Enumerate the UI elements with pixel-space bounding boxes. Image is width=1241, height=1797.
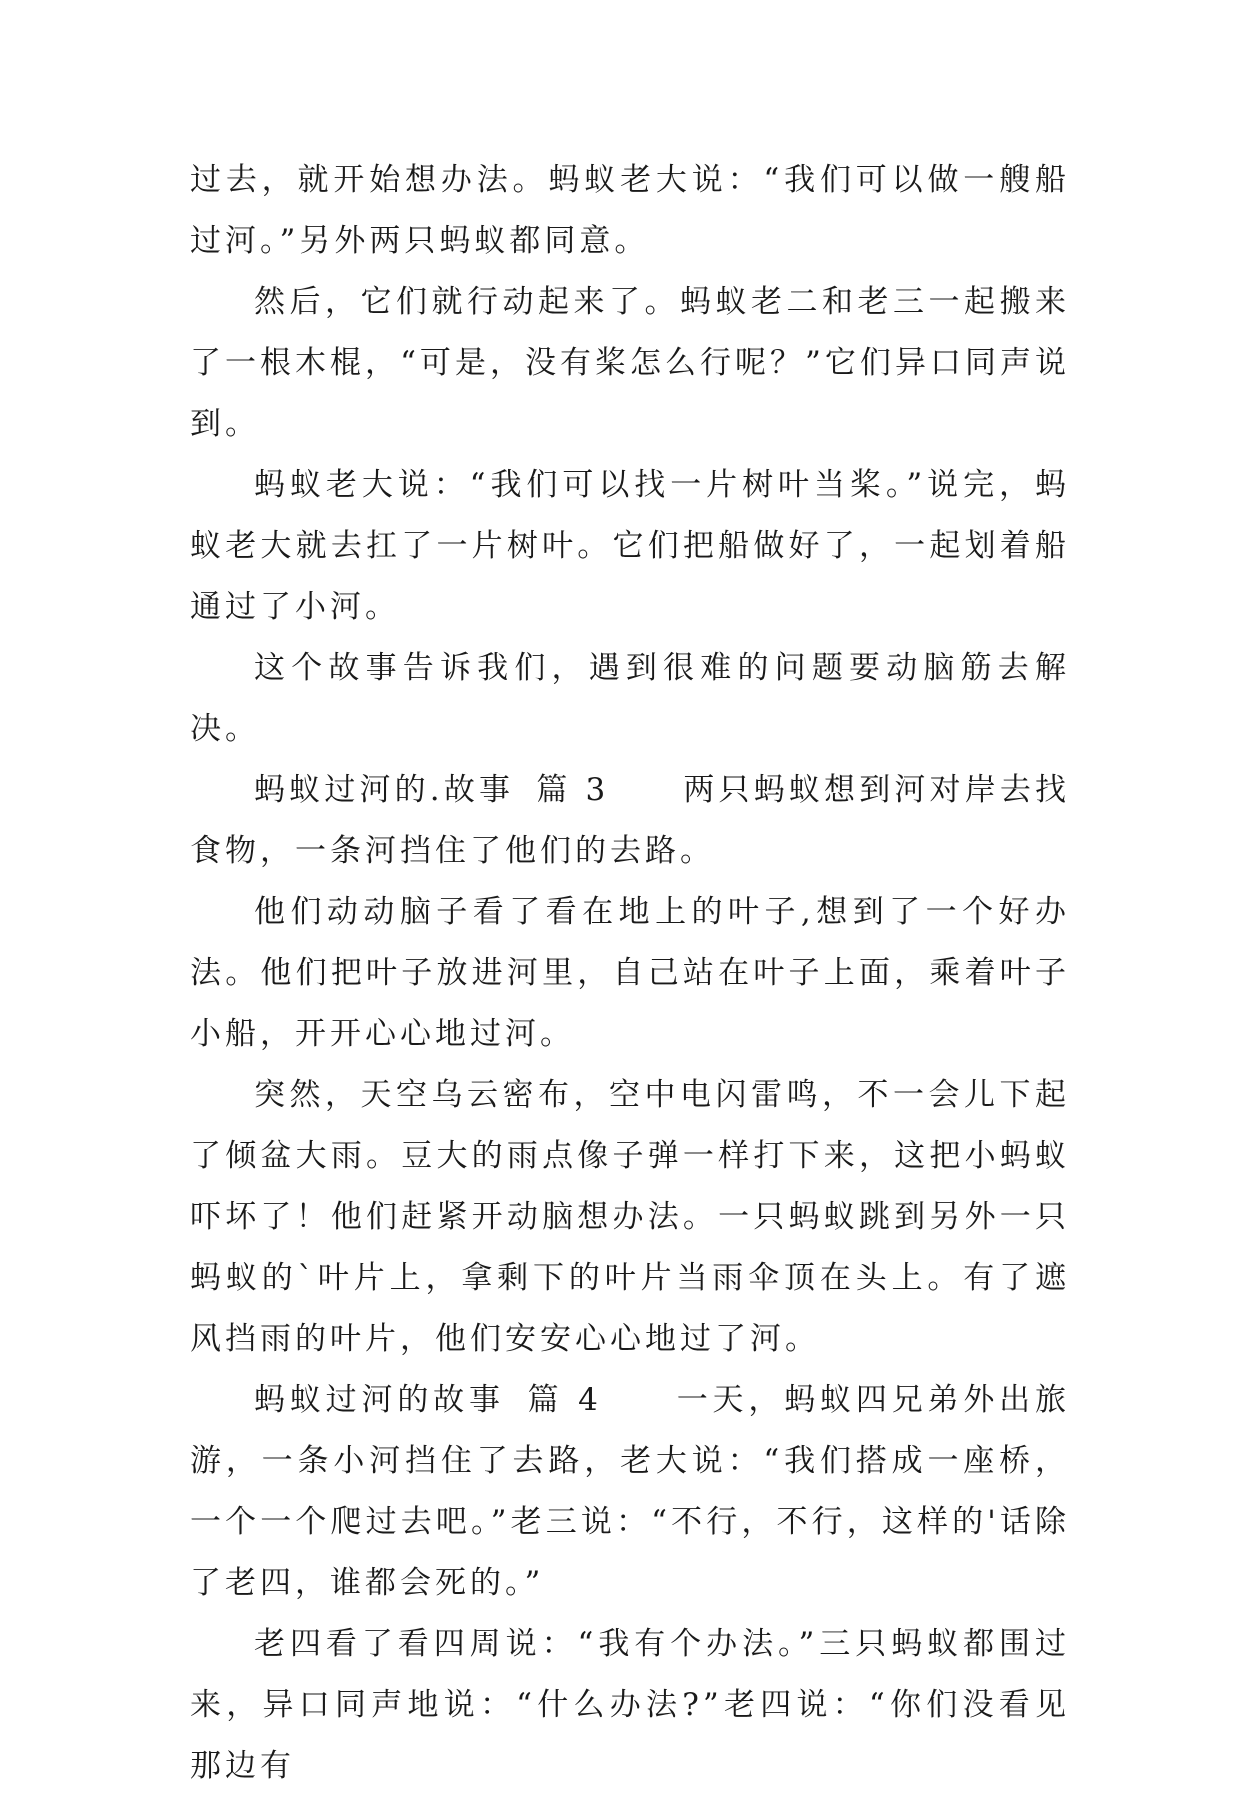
document-body — [190, 150, 1070, 1797]
paragraph-5: 他们动动脑子看了看在地上的叶子,想到了一个好办法。他们把叶子放进河里，自己站在叶子上面，乘着叶子小船，开开心心地过河。 — [190, 894, 1070, 1052]
section-4-text: 一天，蚂蚁四兄弟外出旅游，一条小河挡住了去路，老大说：“我们搭成一座桥，一个一个爬过去吧。”老三说：“不行，不行，这样的'话除了老四，谁都会死的。” — [190, 1382, 1071, 1601]
section-4-paragraph — [190, 1370, 1070, 1614]
paragraph-2: 然后，它们就行动起来了。蚂蚁老二和老三一起搬来了一根木棍，“可是，没有桨怎么行呢？”它们异口同声说到。 — [190, 284, 1070, 442]
section-3-text: 两只蚂蚁想到河对岸去找食物，一条河挡住了他们的去路。 — [190, 772, 1071, 869]
paragraph-3: 蚂蚁老大说：“我们可以找一片树叶当桨。”说完，蚂蚁老大就去扛了一片树叶。它们把船做好了，一起划着船通过了小河。 — [190, 467, 1070, 625]
paragraph-6: 突然，天空乌云密布，空中电闪雷鸣，不一会儿下起了倾盆大雨。豆大的雨点像子弹一样打下来，这把小蚂蚁吓坏了！他们赶紧开动脑想办法。一只蚂蚁跳到另外一只蚂蚁的`叶片上，拿剩下的叶片当雨伞顶在头上。有了遮风挡雨的叶片，他们安安心心地过了河。 — [190, 1077, 1070, 1357]
section-3-label: 篇 3 — [536, 772, 610, 808]
paragraph-7: 老四看了看四周说：“我有个办法。”三只蚂蚁都围过来，异口同声地说：“什么办法?”老四说：“你们没看见那边有 — [190, 1626, 1070, 1784]
section-4-heading: 蚂蚁过河的故事 — [254, 1382, 505, 1418]
section-3-heading: 蚂蚁过河的.故事 — [254, 772, 515, 808]
section-3-paragraph — [190, 760, 1070, 882]
section-4-label: 篇 4 — [526, 1382, 602, 1418]
paragraph-4: 这个故事告诉我们，遇到很难的问题要动脑筋去解决。 — [190, 650, 1070, 747]
paragraph-1: 过去，就开始想办法。蚂蚁老大说：“我们可以做一艘船过河。”另外两只蚂蚁都同意。 — [190, 162, 1070, 259]
